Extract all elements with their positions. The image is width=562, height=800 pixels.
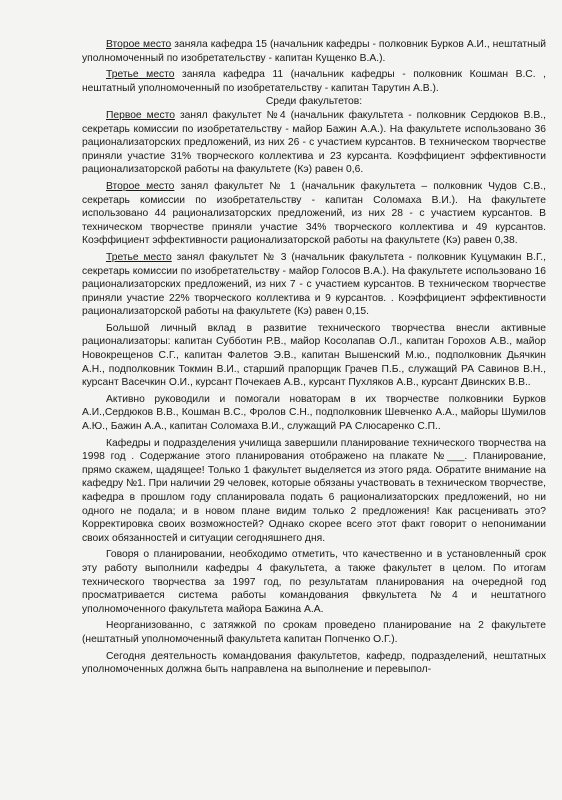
paragraph-first-place-faculty [82, 109, 546, 177]
place-label: Третье место [106, 69, 175, 81]
paragraph-text: заняла кафедра 15 (начальник кафедры - полковник Бурков А.И., нештатный уполномоченный по изобретательству - капитан Кущенко В.А.). [82, 39, 546, 64]
section-heading: Среди факультетов: [265, 96, 363, 108]
paragraph-text: занял факультет № 3 (начальник факультета - полковник Куцумакин В.Г., секретарь комиссии по изобретательству - майор Голосов В.А.). На факультете использовано 16 рационализаторских предложений, из них 7 - с участием курсантов. В техническом творчестве приняли участие 22% творческого коллектива и 9 курсантов. . Коэффициент эффективности рационализаторской работы на факультете (Кэ) равен 0,15. [82, 251, 546, 318]
paragraph-text: занял факультет № 1 (начальник факультета – полковник Чудов С.В., секретарь комиссии по изобретательству - капитан Соломаха В.И.). На факультете использовано 44 рационализаторских предложений, из них 28 - с участием курсантов. В техническом творчестве приняли участие 34% творческого коллектива и 49 курсантов. Коэффициент эффективности рационализаторской работы на факультете (Кэ) равен 0,38. [82, 180, 546, 247]
paragraph-second-place-faculty [82, 180, 546, 248]
paragraph-third-place-dept [82, 68, 546, 95]
place-label: Второе место [106, 39, 172, 50]
paragraph-faculty-2: Неорганизованно, с затяжкой по срокам проведено планирование на 2 факультете (нештатный уполномоченный факультета капитан Попченко О.Г.). [82, 620, 546, 645]
paragraph-text: заняла кафедра 11 (начальник кафедры - полковник Кошман В.С. , нештатный уполномоченный по изобретательству - капитан Тарутин А.В.). [82, 69, 546, 94]
paragraph-contributors: Большой личный вклад в развитие технического творчества внесли активные рационализаторы: капитан Субботин Р.В., майор Косолапав О.Л., капитан Горохов А.В., майор Новокрещенов С.Г., капитан Фалетов Э.В., капитан Вышенский М.ю., подполковник Дьячкин А.Н., подполковник Токмин В.И., старший прапорщик Грачев П.Б., служащий РА Савинов В.Н., курсант Васечкин О.И., курсант Почекаев А.В., курсант Пухляков А.В., курсант Двинских В.В.. [82, 322, 546, 389]
paragraph-third-place-faculty [82, 251, 546, 319]
place-label: Третье место [106, 251, 172, 263]
paragraph-planning-quality: Говоря о планировании, необходимо отметить, что качественно и в установленный срок эту работу выполнили кафедры 4 факультета, а также факультет в целом. По итогам технического творчества за 1997 год, по результатам планирования на очередной год просматривается система работы командования фвкультета №4 и нештатного уполномоченного факультета майора Бажина А.А. [82, 549, 546, 615]
paragraph-planning: Кафедры и подразделения училища завершили планирование технического творчества на 1998 год . Содержание этого планирования отображено на плакате №___. Планирование, прямо скажем, щадящее! Только 1 факультет выделяется из этого ряда. Обратите внимание на кафедру №1. При наличии 29 человек, которые обязаны участвовать в техническом творчестве, кафедра в прошлом году спланировала подать 6 рационализаторских предложений, но ни одного не подала; и в новом плане видим только 2 предложения! Как расценивать это? Корректировка своих возможностей? Однако скорее всего этот факт говорит о непонимании своих обязанностей и ситуации сегодняшнего дня. [82, 437, 546, 544]
paragraph-second-place-dept [82, 38, 546, 65]
paragraph-today: Сегодня деятельность командования факультетов, кафедр, подразделений, нештатных уполномоченных должна быть направлена на выполнение и перевыпол- [82, 650, 546, 676]
paragraph-text: занял факультет №4 (начальник факультета - полковник Сердюков В.В., секретарь комиссии по изобретательству - майор Бажин А.А.). На факультете использовано 36 рационализаторских предложений, из них 26 - с участием курсантов. В техническом творчестве приняли участие 31% творческого коллектива и 23 курсанта. Коэффициент эффективности рационализаторской работы на факультете (Кэ) равен 0,6. [82, 109, 547, 176]
place-label: Первое место [106, 109, 175, 121]
paragraph-mentors: Активно руководили и помогали новаторам в их творчестве полковники Бурков А.И.,Сердюков В.В., Кошман В.С., Фролов С.Н., подполковник Шевченко А.А., майоры Шумилов А.Ю., Бажин А.А., капитан Соломаха В.И., служащий РА Слюсаренко С.П.. [82, 393, 546, 433]
place-label: Второе место [106, 180, 175, 192]
